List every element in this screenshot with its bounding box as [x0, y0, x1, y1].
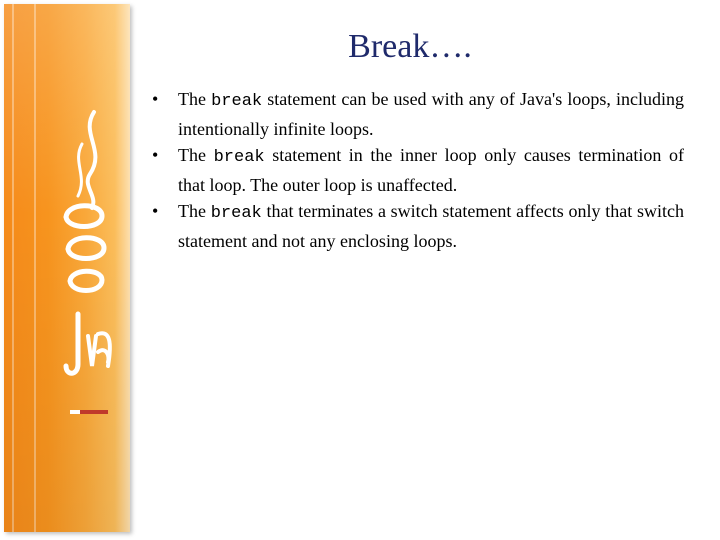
bullet-text: statement in the inner loop only causes termination of that loop. The outer loop is unaffected. [178, 145, 684, 195]
java-sidebar-banner [4, 4, 130, 532]
code-keyword: break [210, 204, 262, 223]
java-coffee-cup-logo-icon [58, 104, 118, 424]
bullet-item [150, 198, 684, 254]
code-keyword: break [211, 92, 263, 111]
bullet-text: The [178, 201, 211, 221]
bullet-item [150, 142, 684, 198]
bullet-text: statement can be used with any of Java's loops, including intentionally infinite loops. [178, 89, 684, 139]
bullet-text: that terminates a switch statement affects only that switch statement and not any enclosing loops. [178, 201, 685, 251]
bullet-item [150, 86, 684, 142]
slide-title: Break…. [348, 28, 472, 65]
bullet-text: The [178, 89, 212, 109]
code-keyword: break [213, 148, 265, 167]
bullet-text: The [178, 145, 214, 165]
bullet-list [150, 86, 684, 254]
